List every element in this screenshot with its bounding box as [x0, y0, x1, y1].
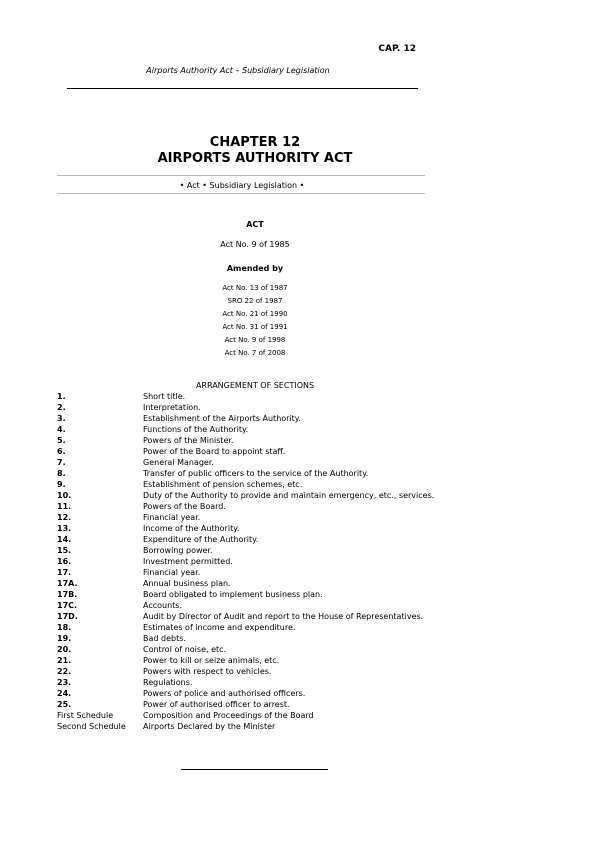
- section-title[interactable]: Powers of the Minister.: [143, 436, 234, 445]
- section-row[interactable]: [57, 501, 457, 512]
- chapter-heading: CHAPTER 12: [209, 135, 301, 150]
- section-row[interactable]: [57, 523, 457, 534]
- section-title[interactable]: Bad debts.: [143, 634, 186, 643]
- section-number: 17D.: [57, 612, 78, 621]
- section-title[interactable]: Functions of the Authority.: [143, 425, 249, 434]
- section-title[interactable]: Duty of the Authority to provide and maintain emergency, etc., services.: [143, 491, 435, 500]
- section-row[interactable]: [57, 556, 457, 567]
- running-title: Airports Authority Act – Subsidiary Legislation: [146, 66, 330, 75]
- section-title[interactable]: Regulations.: [143, 678, 193, 687]
- section-number: 7.: [57, 458, 66, 467]
- amendment-item: Act No. 7 of 2008: [224, 349, 286, 357]
- section-number: 17C.: [57, 601, 78, 610]
- section-number: 20.: [57, 645, 72, 654]
- section-number: 11.: [57, 502, 72, 511]
- section-number: 17A.: [57, 579, 78, 588]
- section-title[interactable]: Composition and Proceedings of the Board: [143, 711, 314, 720]
- section-title[interactable]: Power of the Board to appoint staff.: [143, 447, 286, 456]
- section-title[interactable]: Establishment of the Airports Authority.: [143, 414, 301, 423]
- section-number: 4.: [57, 425, 66, 434]
- section-number: First Schedule: [57, 711, 114, 720]
- section-number: 14.: [57, 535, 72, 544]
- section-number: Second Schedule: [57, 722, 126, 731]
- section-number: 17.: [57, 568, 72, 577]
- section-row[interactable]: [57, 677, 457, 688]
- section-number: 12.: [57, 513, 72, 522]
- section-row[interactable]: [57, 545, 457, 556]
- section-row[interactable]: [57, 611, 457, 622]
- sections-list: [57, 391, 457, 732]
- section-number: 17B.: [57, 590, 78, 599]
- section-number: 16.: [57, 557, 72, 566]
- section-title[interactable]: Audit by Director of Audit and report to the House of Representatives.: [143, 612, 424, 621]
- chapter-code: CAP. 12: [378, 44, 416, 54]
- section-number: 24.: [57, 689, 72, 698]
- section-row[interactable]: [57, 435, 457, 446]
- section-row[interactable]: [57, 589, 457, 600]
- section-row[interactable]: [57, 633, 457, 644]
- footer-rule: [181, 769, 328, 770]
- section-title[interactable]: Accounts.: [143, 601, 183, 610]
- section-row[interactable]: [57, 666, 457, 677]
- section-row[interactable]: [57, 644, 457, 655]
- amendment-item: SRO 22 of 1987: [227, 297, 283, 305]
- section-title[interactable]: Income of the Authority.: [143, 524, 240, 533]
- act-heading: ACT: [246, 220, 264, 229]
- section-row[interactable]: [57, 512, 457, 523]
- section-number: 18.: [57, 623, 72, 632]
- section-number: 8.: [57, 469, 66, 478]
- section-number: 19.: [57, 634, 72, 643]
- section-title[interactable]: Control of noise, etc.: [143, 645, 227, 654]
- page-title: [0, 135, 510, 167]
- amendment-item: Act No. 21 of 1990: [222, 310, 288, 318]
- section-number: 9.: [57, 480, 66, 489]
- section-number: 5.: [57, 436, 66, 445]
- section-number: 23.: [57, 678, 72, 687]
- section-title[interactable]: Board obligated to implement business plan.: [143, 590, 323, 599]
- section-row[interactable]: [57, 479, 457, 490]
- section-row[interactable]: [57, 424, 457, 435]
- section-row[interactable]: [57, 413, 457, 424]
- section-title[interactable]: Estimates of income and expenditure.: [143, 623, 296, 632]
- act-title: AIRPORTS AUTHORITY ACT: [157, 151, 353, 166]
- section-row[interactable]: [57, 490, 457, 501]
- amendment-item: Act No. 13 of 1987: [222, 284, 288, 292]
- act-number: Act No. 9 of 1985: [220, 240, 290, 249]
- section-title[interactable]: Power of authorised officer to arrest.: [143, 700, 290, 709]
- section-title[interactable]: General Manager.: [143, 458, 214, 467]
- section-row[interactable]: [57, 600, 457, 611]
- amendment-list: [0, 282, 510, 360]
- section-title[interactable]: Power to kill or seize animals, etc.: [143, 656, 280, 665]
- section-row[interactable]: [57, 655, 457, 666]
- section-number: 10.: [57, 491, 72, 500]
- section-title[interactable]: Establishment of pension schemes, etc.: [143, 480, 303, 489]
- section-title[interactable]: Interpretation.: [143, 403, 201, 412]
- section-title[interactable]: Annual business plan.: [143, 579, 231, 588]
- nav-rule-top: [57, 175, 425, 176]
- section-row[interactable]: [57, 402, 457, 413]
- amendment-item: Act No. 9 of 1998: [224, 336, 286, 344]
- section-row[interactable]: [57, 688, 457, 699]
- section-row[interactable]: [57, 446, 457, 457]
- section-title[interactable]: Financial year.: [143, 568, 201, 577]
- section-row[interactable]: [57, 468, 457, 479]
- section-row[interactable]: [57, 710, 457, 721]
- section-number: 13.: [57, 524, 72, 533]
- section-number: 21.: [57, 656, 72, 665]
- section-number: 1.: [57, 392, 66, 401]
- section-row[interactable]: [57, 699, 457, 710]
- section-title[interactable]: Investment permitted.: [143, 557, 233, 566]
- section-number: 2.: [57, 403, 66, 412]
- section-title[interactable]: Powers of the Board.: [143, 502, 226, 511]
- section-row[interactable]: [57, 534, 457, 545]
- nav-rule-bottom: [57, 193, 425, 194]
- section-title[interactable]: Airports Declared by the Minister: [143, 722, 276, 731]
- section-number: 3.: [57, 414, 66, 423]
- section-row[interactable]: [57, 457, 457, 468]
- arrangement-heading: ARRANGEMENT OF SECTIONS: [195, 381, 315, 390]
- section-title[interactable]: Short title.: [143, 392, 186, 401]
- amendment-item: Act No. 31 of 1991: [222, 323, 288, 331]
- section-number: 6.: [57, 447, 66, 456]
- section-row[interactable]: [57, 721, 457, 732]
- section-number: 25.: [57, 700, 72, 709]
- section-title[interactable]: Expenditure of the Authority.: [143, 535, 259, 544]
- section-row[interactable]: [57, 567, 457, 578]
- section-title[interactable]: Powers of police and authorised officers.: [143, 689, 306, 698]
- section-row[interactable]: [57, 578, 457, 589]
- section-row[interactable]: [57, 622, 457, 633]
- amended-by-heading: Amended by: [226, 264, 284, 273]
- header-rule: [67, 88, 418, 89]
- section-nav[interactable]: • Act • Subsidiary Legislation •: [179, 181, 305, 190]
- section-title[interactable]: Powers with respect to vehicles.: [143, 667, 272, 676]
- section-title[interactable]: Borrowing power.: [143, 546, 213, 555]
- section-title[interactable]: Financial year.: [143, 513, 201, 522]
- section-number: 15.: [57, 546, 72, 555]
- section-row[interactable]: [57, 391, 457, 402]
- section-number: 22.: [57, 667, 72, 676]
- section-title[interactable]: Transfer of public officers to the service of the Authority.: [143, 469, 369, 478]
